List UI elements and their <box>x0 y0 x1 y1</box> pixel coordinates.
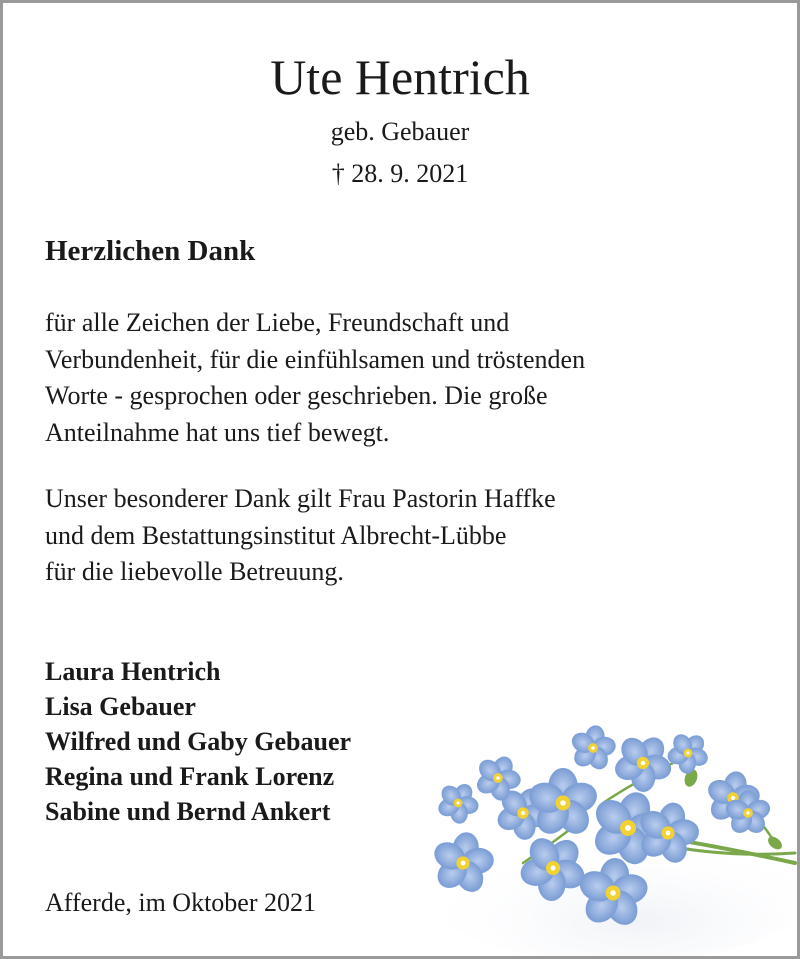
death-date: † 28. 9. 2021 <box>331 159 469 188</box>
place-date: Afferde, im Oktober 2021 <box>45 888 317 917</box>
thanks-paragraph-2 <box>45 481 556 591</box>
signer-name: Wilfred und Gaby Gebauer <box>45 727 352 756</box>
signer-name: Lisa Gebauer <box>45 692 196 721</box>
signer-name: Laura Hentrich <box>45 657 221 686</box>
thanks-paragraph-1 <box>45 305 585 451</box>
paragraph-line: Verbundenheit, für die einfühlsamen und tröstenden <box>45 344 586 374</box>
thanks-heading: Herzlichen Dank <box>45 235 256 267</box>
paragraph-line: für die liebevolle Betreuung. <box>45 557 344 586</box>
forget-me-not-icon <box>403 693 797 956</box>
paragraph-line: Unser besonderer Dank gilt Frau Pastorin Haffke <box>45 484 556 513</box>
birth-name: geb. Gebauer <box>330 117 470 146</box>
signer-name: Sabine und Bernd Ankert <box>45 797 331 826</box>
deceased-name: Ute Hentrich <box>270 49 530 105</box>
signers-list <box>45 654 351 829</box>
paragraph-line: Anteilnahme hat uns tief bewegt. <box>45 417 390 447</box>
paragraph-line: Worte - gesprochen oder geschrieben. Die große <box>45 381 548 410</box>
paragraph-line: für alle Zeichen der Liebe, Freundschaft und <box>45 308 510 337</box>
signer-name: Regina und Frank Lorenz <box>45 762 335 791</box>
paragraph-line: und dem Bestattungsinstitut Albrecht-Lübbe <box>45 520 507 550</box>
